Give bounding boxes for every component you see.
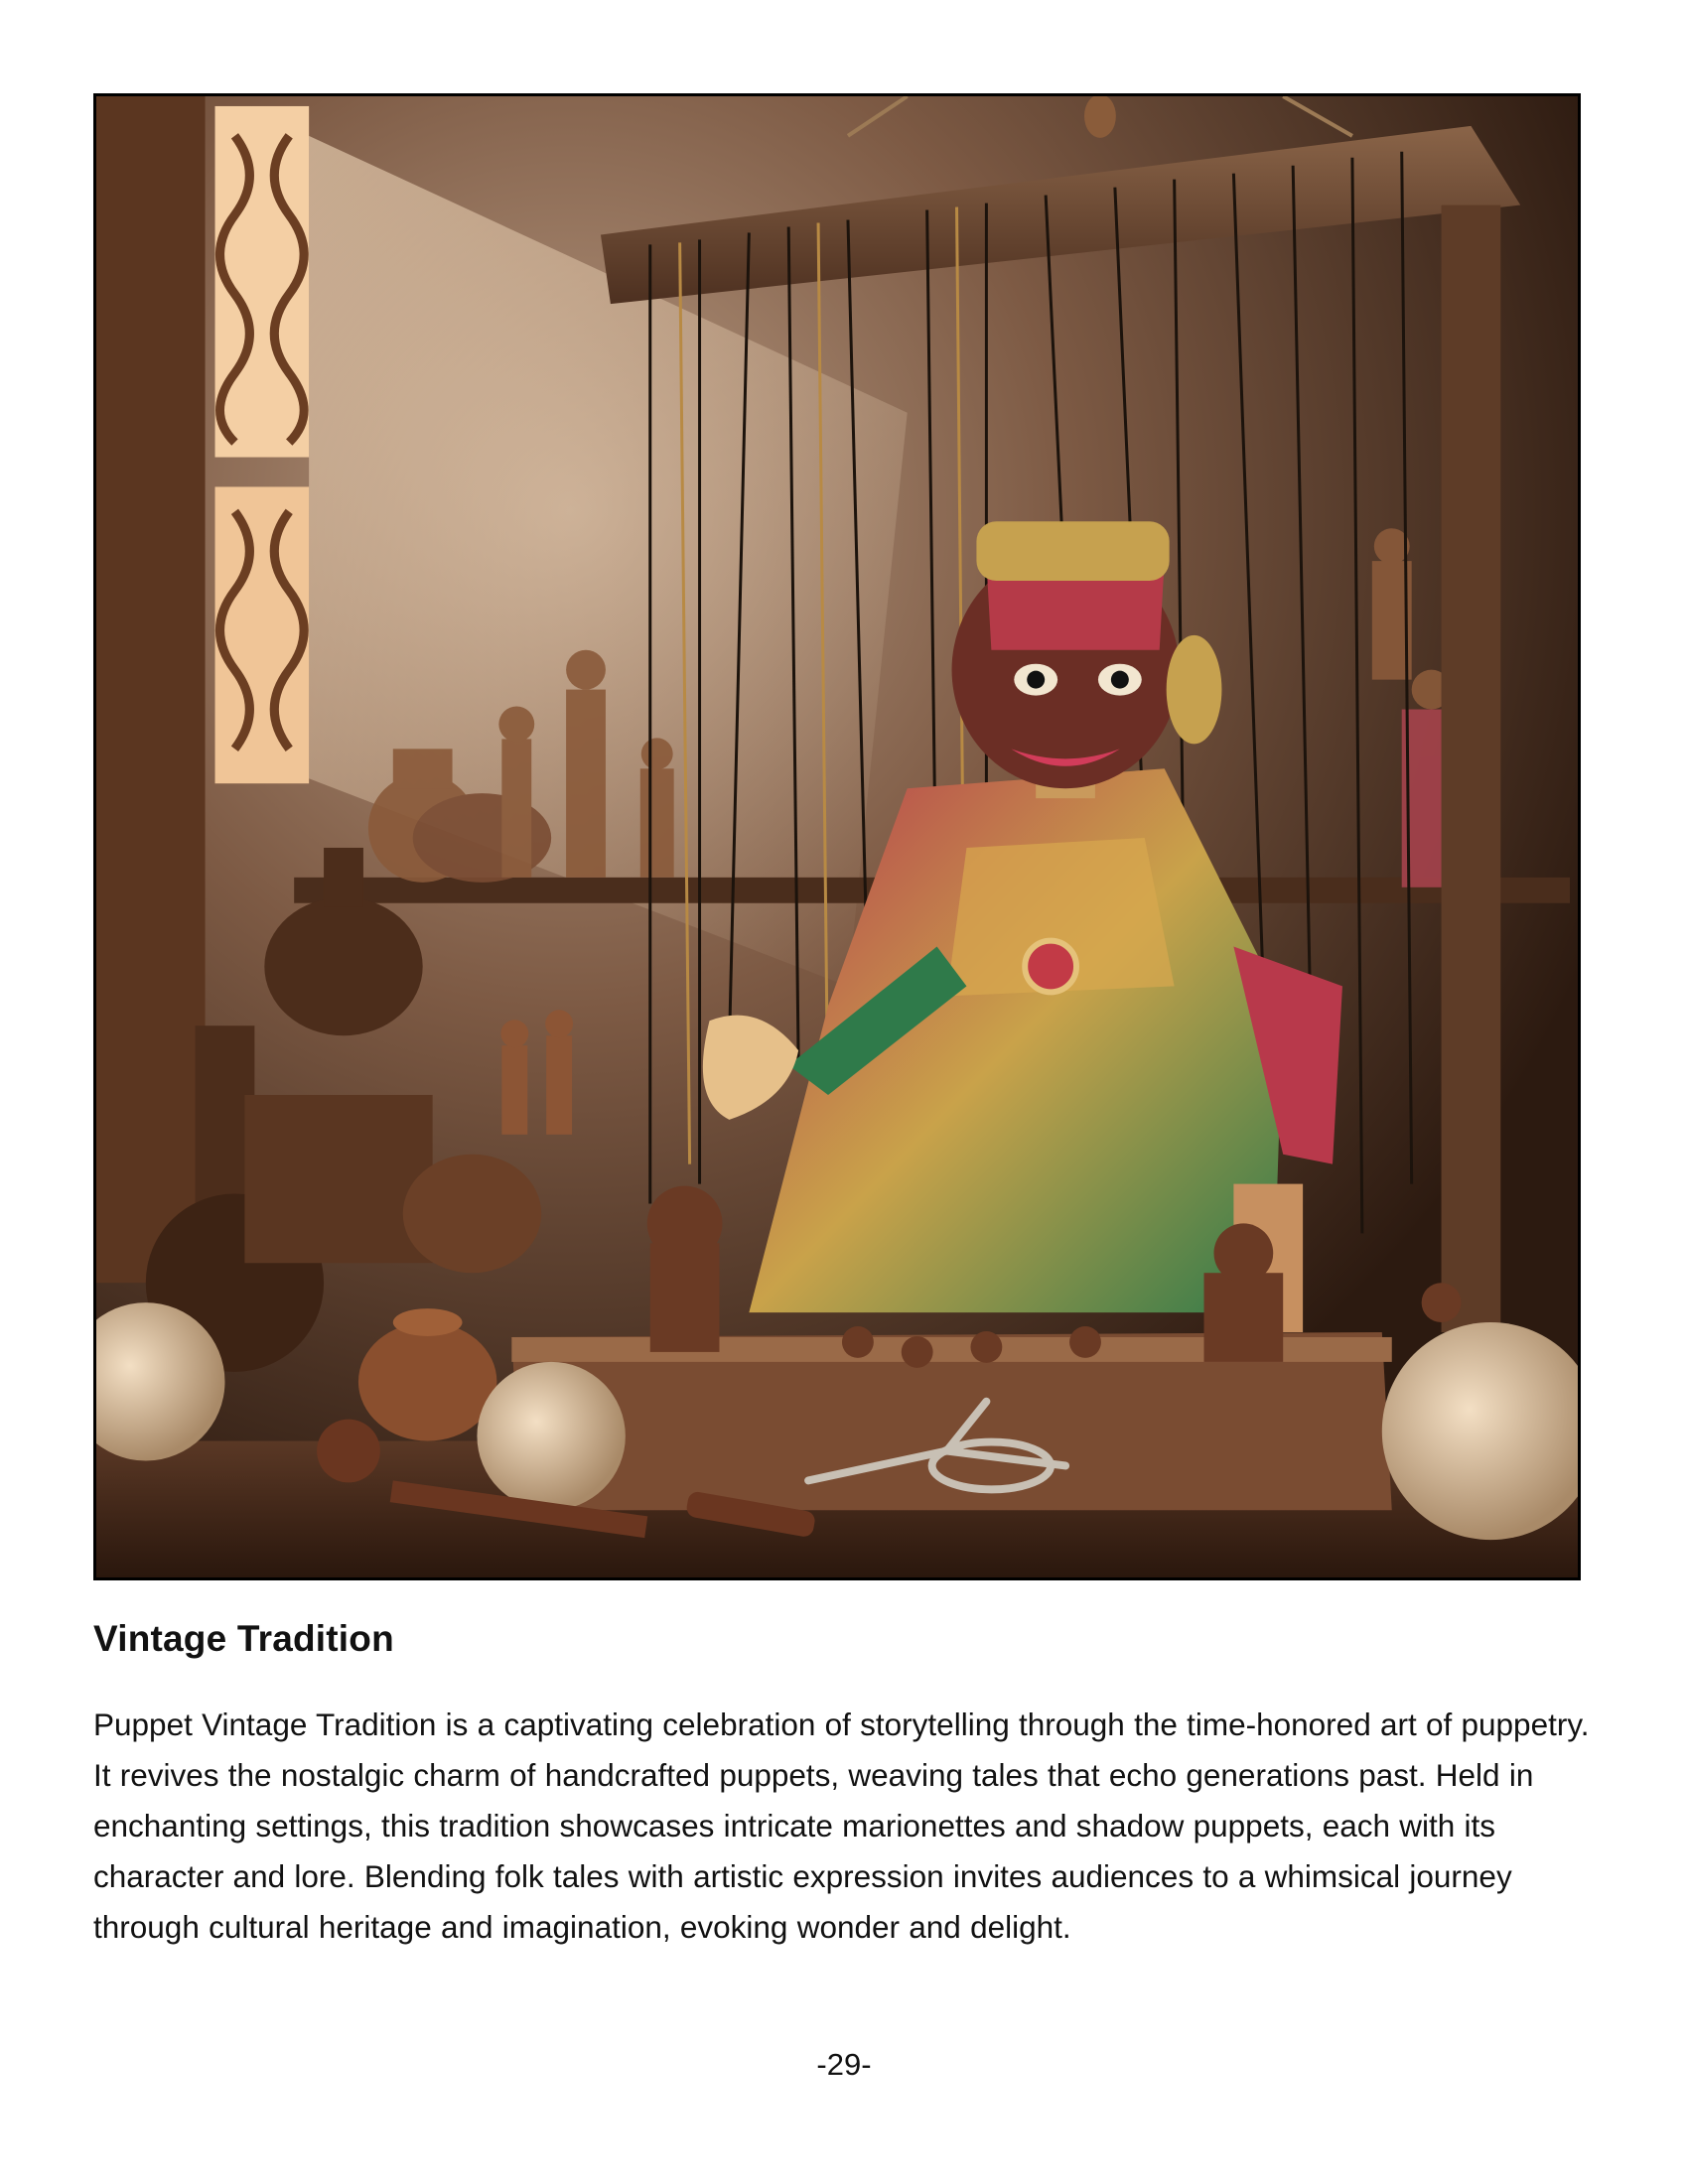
section-paragraph: Puppet Vintage Tradition is a captivating celebration of storytelling through the time-honored art of puppetry. It revives the nostalgic charm of handcrafted puppets, weaving tales that echo generations past. Held in enchanting settings, this tradition showcases intricate marionettes and shadow puppets, each with its character and lore. Blending folk tales with artistic expression invites audiences to a whimsical journey through cultural heritage and imagination, evoking wonder and delight. [93, 1706, 1590, 1945]
marionette-illustration [96, 96, 1578, 1577]
marionette-photo [93, 93, 1581, 1580]
page-number: -29- [816, 2047, 872, 2082]
section-title: Vintage Tradition [93, 1618, 394, 1659]
